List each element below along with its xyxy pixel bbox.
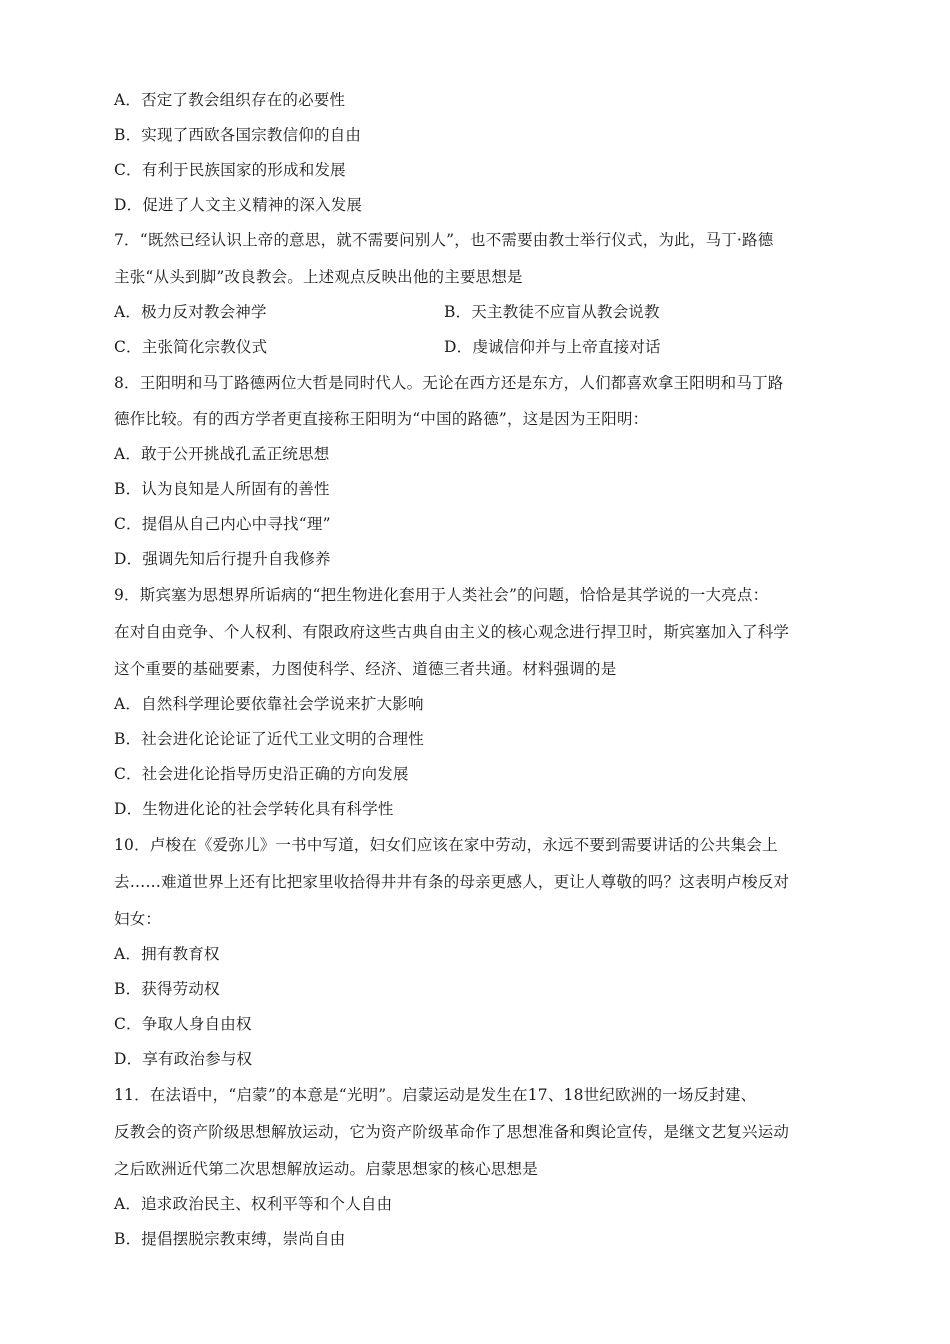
- q7-option-d: D．虔诚信仰并与上帝直接对话: [444, 338, 661, 356]
- q8-option-c: C．提倡从自己内心中寻找“理”: [114, 515, 331, 533]
- q6-option-d: D．促进了人文主义精神的深入发展: [114, 196, 363, 214]
- q9-option-b: B．社会进化论论证了近代工业文明的合理性: [114, 730, 424, 748]
- q10-option-c: C．争取人身自由权: [114, 1015, 252, 1033]
- q8-option-b: B．认为良知是人所固有的善性: [114, 480, 330, 498]
- q10-stem-line-3: 妇女：: [114, 910, 162, 928]
- q7-option-a: A．极力反对教会神学: [114, 303, 267, 321]
- q7-stem-line-2: 主张“从头到脚”改良教会。上述观点反映出他的主要思想是: [114, 268, 523, 286]
- q10-stem-line-2: 去……难道世界上还有比把家里收拾得井井有条的母亲更感人，更让人尊敬的吗？这表明卢梭反对: [114, 873, 790, 891]
- q9-option-a: A．自然科学理论要依靠社会学说来扩大影响: [114, 695, 424, 713]
- q8-option-a: A．敢于公开挑战孔孟正统思想: [114, 445, 330, 463]
- q10-stem-line-1: 10．卢梭在《爱弥儿》一书中写道，妇女们应该在家中劳动，永远不要到需要讲话的公共集会上: [114, 836, 778, 854]
- q9-stem-line-2: 在对自由竞争、个人权利、有限政府这些古典自由主义的核心观念进行捍卫时，斯宾塞加入了科学: [114, 623, 790, 641]
- q11-stem-line-2: 反教会的资产阶级思想解放运动，它为资产阶级革命作了思想准备和舆论宣传，是继文艺复兴运动: [114, 1123, 790, 1141]
- q8-stem-line-2: 德作比较。有的西方学者更直接称王阳明为“中国的路德”，这是因为王阳明：: [114, 410, 649, 428]
- q7-stem-line-1: 7．“既然已经认识上帝的意思，就不需要问别人”，也不需要由教士举行仪式，为此，马丁·路德: [114, 231, 774, 249]
- q8-stem-line-1: 8．王阳明和马丁路德两位大哲是同时代人。无论在西方还是东方，人们都喜欢拿王阳明和马丁路: [114, 374, 784, 392]
- q6-option-a: A．否定了教会组织存在的必要性: [114, 91, 346, 109]
- q9-stem-line-3: 这个重要的基础要素，力图使科学、经济、道德三者共通。材料强调的是: [114, 660, 617, 678]
- q10-option-a: A．拥有教育权: [114, 945, 220, 963]
- q11-stem-line-1: 11．在法语中，“启蒙”的本意是“光明”。启蒙运动是发生在17、18世纪欧洲的一场反封建、: [114, 1086, 757, 1104]
- q10-option-b: B．获得劳动权: [114, 980, 220, 998]
- q9-stem-line-1: 9．斯宾塞为思想界所诟病的“把生物进化套用于人类社会”的问题，恰恰是其学说的一大亮点：: [114, 586, 769, 604]
- q11-option-b: B．提倡摆脱宗教束缚，崇尚自由: [114, 1230, 346, 1248]
- q11-stem-line-3: 之后欧洲近代第二次思想解放运动。启蒙思想家的核心思想是: [114, 1160, 538, 1178]
- q7-option-b: B．天主教徒不应盲从教会说教: [444, 303, 660, 321]
- q6-option-c: C．有利于民族国家的形成和发展: [114, 161, 346, 179]
- q6-option-b: B．实现了西欧各国宗教信仰的自由: [114, 126, 362, 144]
- q10-option-d: D．享有政治参与权: [114, 1050, 253, 1068]
- q11-option-a: A．追求政治民主、权利平等和个人自由: [114, 1195, 393, 1213]
- q9-option-d: D．生物进化论的社会学转化具有科学性: [114, 800, 394, 818]
- q8-option-d: D．强调先知后行提升自我修养: [114, 550, 331, 568]
- q9-option-c: C．社会进化论指导历史沿正确的方向发展: [114, 765, 409, 783]
- q7-option-c: C．主张简化宗教仪式: [114, 338, 268, 356]
